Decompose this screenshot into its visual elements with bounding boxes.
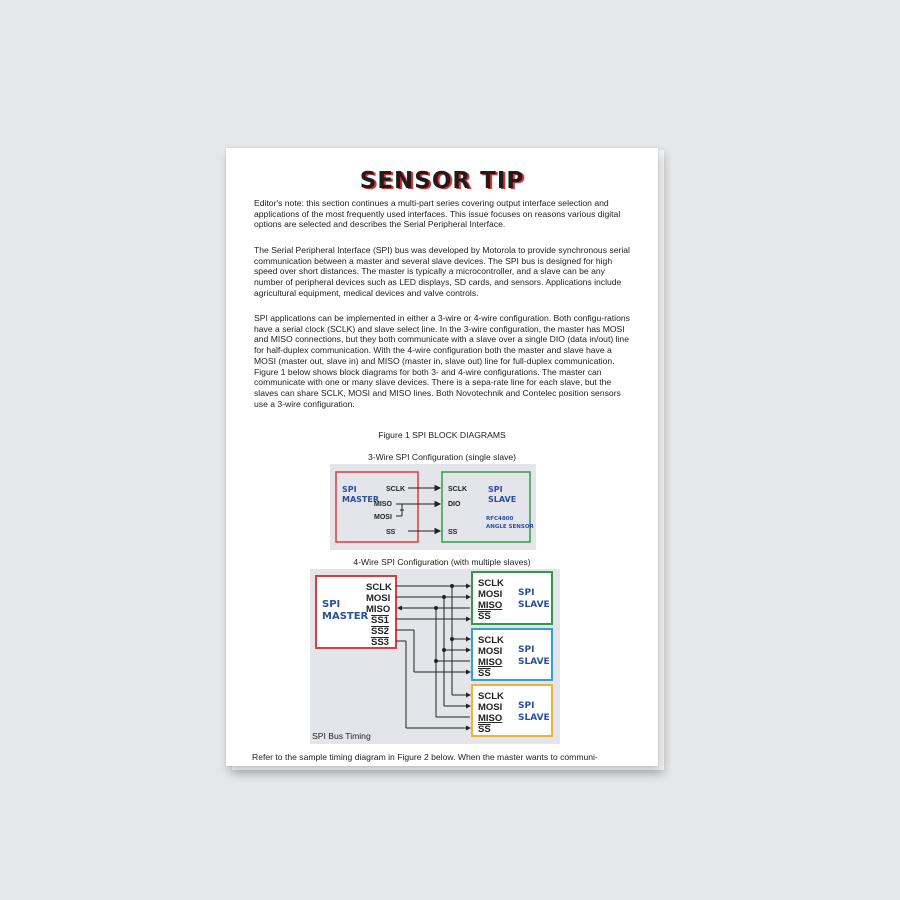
four-wire-master-pin-ss3: SS3	[371, 637, 389, 648]
section-heading-spi-bus-timing: SPI Bus Timing	[312, 731, 371, 741]
four-wire-arrowheads	[397, 584, 471, 731]
three-wire-master-pin-sclk: SCLK	[386, 486, 406, 493]
figure-caption: Figure 1 SPI BLOCK DIAGRAMS	[378, 430, 506, 440]
document-page	[226, 148, 658, 766]
three-wire-slave-pin-ss: SS	[448, 529, 458, 536]
three-wire-slave-label-2: SLAVE	[488, 495, 517, 504]
three-wire-master-pin-mosi: MOSI	[374, 514, 392, 521]
spi-intro-paragraph: The Serial Peripheral Interface (SPI) bus was developed by Motorola to provide synchronous serial communication between a master and several slave devices. The SPI bus is designed for high speed over short distances. The master is typically a microcontroller, and a slave can be any number of peripheral devices such as LED displays, SD cards, and sensors. Applications include agricultural equipment, medical devices and valve controls.	[254, 245, 630, 298]
three-wire-caption: 3-Wire SPI Configuration (single slave)	[367, 452, 517, 462]
slave-1-label-2: SLAVE	[518, 600, 550, 610]
four-wire-master-label-2: MASTER	[322, 611, 369, 622]
slave-3-pin-miso: MISO	[478, 713, 503, 724]
slave-2-pin-miso: MISO	[478, 657, 503, 668]
slave-2-pin-ss: SS	[478, 668, 491, 679]
four-wire-diagram	[310, 569, 560, 744]
slave-3-label-1: SPI	[518, 701, 535, 711]
three-wire-master-label-2: MASTER	[342, 495, 379, 504]
four-wire-master-label-1: SPI	[322, 599, 341, 610]
timing-intro-text: Refer to the sample timing diagram in Figure 2 below. When the master wants to communi-	[252, 752, 598, 762]
three-wire-master-label-1: SPI	[342, 485, 357, 494]
three-wire-master-pin-miso: MISO	[374, 501, 392, 508]
slave-2-pin-mosi: MOSI	[478, 646, 503, 657]
three-wire-sensor-label-2: ANGLE SENSOR	[486, 524, 534, 530]
editors-note-paragraph: Editor's note: this section continues a multi-part series covering output interface selection and applications of the most frequently used interfaces. This issue focuses on reasons various digital options are selected and describes the Serial Peripheral Interface.	[254, 198, 621, 230]
four-wire-master-pin-ss2: SS2	[371, 626, 389, 637]
slave-3-label-2: SLAVE	[518, 713, 550, 723]
three-wire-master-pin-ss: SS	[386, 529, 396, 536]
three-wire-diagram	[330, 464, 536, 550]
four-wire-master-pin-ss1: SS1	[371, 615, 389, 626]
four-wire-diagram-svg	[310, 569, 560, 744]
four-wire-master-pin-miso: MISO	[366, 604, 391, 615]
slave-1-pin-mosi: MOSI	[478, 589, 503, 600]
slave-2-pin-sclk: SCLK	[478, 635, 504, 646]
slave-1-pin-sclk: SCLK	[478, 578, 504, 589]
slave-3-pin-sclk: SCLK	[478, 691, 504, 702]
spi-config-paragraph: SPI applications can be implemented in either a 3-wire or 4-wire configuration. Both configu-rations have a serial clock (SCLK) and slave select line. In the 3-wire configuration, the master has MOSI and MISO connections, but they both communicate with a slave over a single DIO (data in/out) line for half-duplex communication. With the 4-wire configuration both the master and slave have a MOSI (master out, slave in) and MISO (master in, slave out) line for full-duplex communication. Figure 1 below shows block diagrams for both 3- and 4-wire configurations. The master can communicate with one or many slave devices. There is a sepa-rate line for each slave, but the slaves can share SCLK, MOSI and MISO lines. Both Novotechnik and Contelec position sensors use a 3-wire configuration.	[254, 313, 630, 409]
three-wire-sensor-label-1: RFC4800	[486, 516, 514, 522]
slave-3-pin-ss: SS	[478, 724, 491, 735]
four-wire-master-pin-sclk: SCLK	[366, 582, 392, 593]
three-wire-slave-label-1: SPI	[488, 485, 503, 494]
slave-2-label-2: SLAVE	[518, 657, 550, 667]
four-wire-caption: 4-Wire SPI Configuration (with multiple slaves)	[353, 557, 531, 567]
page-title: SENSOR TIP	[359, 168, 525, 194]
three-wire-diagram-svg	[330, 464, 536, 550]
slave-1-label-1: SPI	[518, 588, 535, 598]
three-wire-slave-pin-dio: DIO	[448, 501, 461, 508]
slave-1-pin-ss: SS	[478, 611, 491, 622]
slave-3-pin-mosi: MOSI	[478, 702, 503, 713]
four-wire-bus-lines	[396, 586, 470, 728]
three-wire-slave-pin-sclk: SCLK	[448, 486, 468, 493]
slave-1-pin-miso: MISO	[478, 600, 503, 611]
slave-2-label-1: SPI	[518, 645, 535, 655]
four-wire-master-pin-mosi: MOSI	[366, 593, 391, 604]
